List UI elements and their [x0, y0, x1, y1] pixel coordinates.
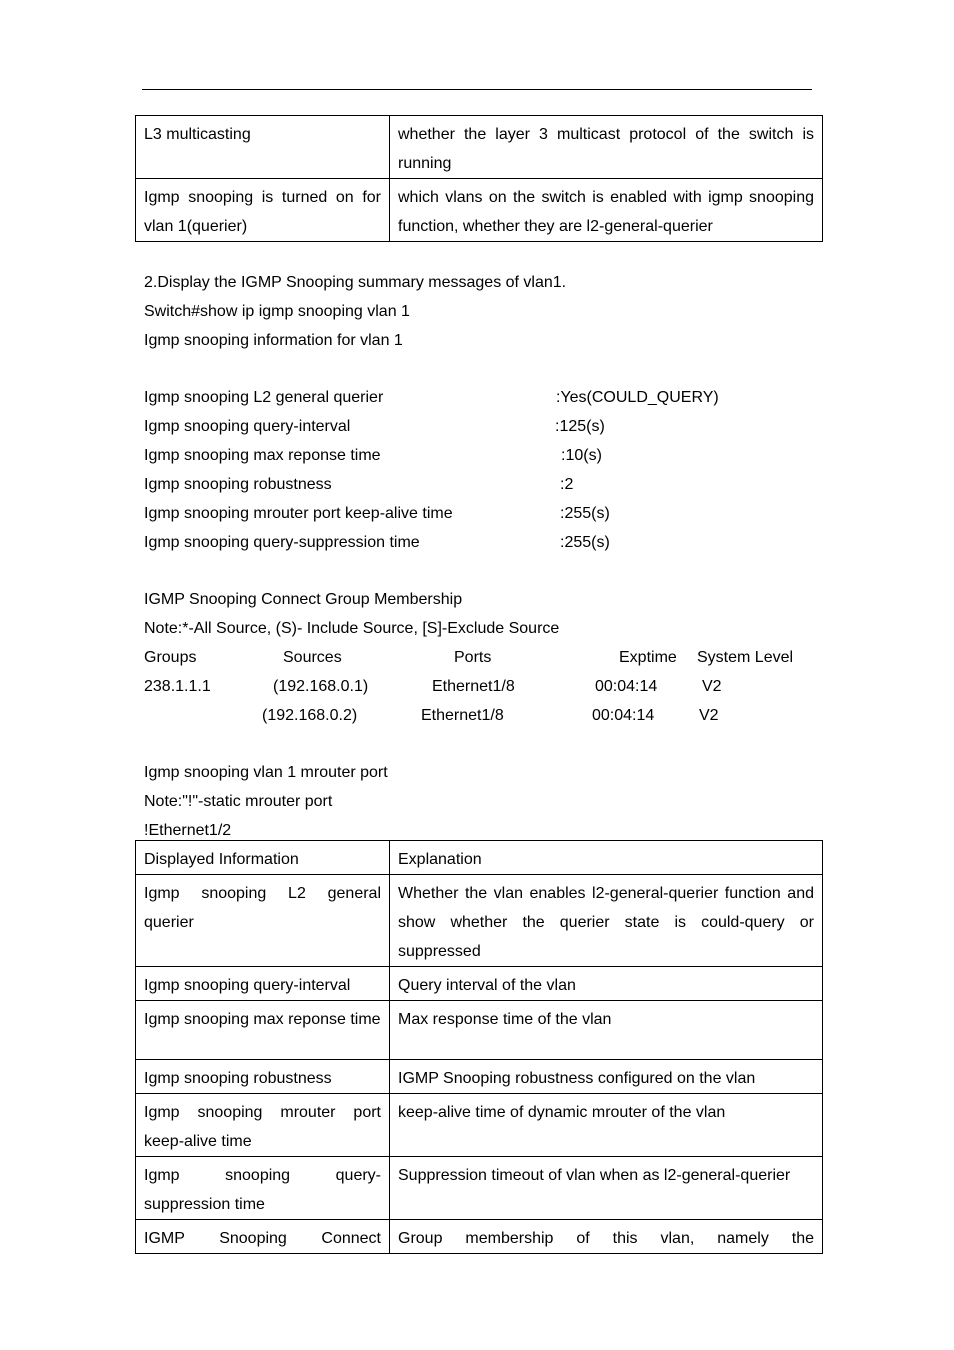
setting-value: :255(s) — [560, 534, 610, 551]
header-rule — [142, 89, 812, 90]
info-cell: Igmp snooping L2 general querier — [136, 875, 390, 967]
info-cell: Igmp snooping query-suppression time — [136, 1157, 390, 1220]
table-row — [136, 875, 823, 967]
table-row — [136, 116, 823, 179]
explanation-cell: Whether the vlan enables l2-general-querier function and show whether the querier state is could-query or suppressed — [390, 875, 823, 967]
setting-label: Igmp snooping max reponse time — [144, 447, 381, 464]
setting-label: Igmp snooping mrouter port keep-alive time — [144, 505, 453, 522]
info-cell: Igmp snooping mrouter port keep-alive time — [136, 1094, 390, 1157]
setting-value: :125(s) — [555, 418, 605, 435]
explanation-cell: keep-alive time of dynamic mrouter of the vlan — [390, 1094, 823, 1157]
setting-value: :10(s) — [561, 447, 602, 464]
explanation-cell: whether the layer 3 multicast protocol of the switch is running — [390, 116, 823, 179]
col-header-exptime: Exptime — [619, 649, 677, 666]
setting-label: Igmp snooping robustness — [144, 476, 332, 493]
table-row — [136, 1220, 823, 1254]
command-line: Switch#show ip igmp snooping vlan 1 — [144, 303, 410, 320]
table-row — [136, 1157, 823, 1220]
membership-port: Ethernet1/8 — [432, 678, 515, 695]
setting-value: :Yes(COULD_QUERY) — [556, 389, 719, 406]
explanation-cell: Max response time of the vlan — [390, 1001, 823, 1060]
explanation-cell: Suppression timeout of vlan when as l2-general-querier — [390, 1157, 823, 1220]
info-cell: Igmp snooping is turned on for vlan 1(querier) — [136, 179, 390, 242]
table-row — [136, 1060, 823, 1094]
membership-source: (192.168.0.2) — [262, 707, 358, 724]
explanation-cell: Group membership of this vlan, namely the — [390, 1220, 823, 1254]
membership-level: V2 — [699, 707, 719, 724]
membership-note: Note:*-All Source, (S)- Include Source, [S]-Exclude Source — [144, 620, 560, 637]
section-heading: 2.Display the IGMP Snooping summary messages of vlan1. — [144, 274, 567, 291]
table-row — [136, 967, 823, 1001]
membership-exptime: 00:04:14 — [595, 678, 658, 695]
setting-value: :2 — [560, 476, 574, 493]
col-header-groups: Groups — [144, 649, 197, 666]
setting-label: Igmp snooping query-interval — [144, 418, 351, 435]
table-row — [136, 1001, 823, 1060]
info-cell: Igmp snooping query-interval — [136, 967, 390, 1001]
top-info-table — [135, 115, 823, 242]
info-cell: Igmp snooping max reponse time — [136, 1001, 390, 1060]
info-line: Igmp snooping information for vlan 1 — [144, 332, 403, 349]
col-header-level: System Level — [697, 649, 794, 666]
info-cell: Igmp snooping robustness — [136, 1060, 390, 1094]
membership-level: V2 — [702, 678, 722, 695]
setting-label: Igmp snooping L2 general querier — [144, 389, 384, 406]
col-header-ports: Ports — [454, 649, 492, 666]
mrouter-port: !Ethernet1/2 — [144, 822, 232, 839]
membership-source: (192.168.0.1) — [273, 678, 369, 695]
table-row — [136, 179, 823, 242]
setting-value: :255(s) — [560, 505, 610, 522]
col-header-sources: Sources — [283, 649, 342, 666]
mrouter-note: Note:"!"-static mrouter port — [144, 793, 333, 810]
header-info-cell: Displayed Information — [136, 841, 390, 875]
explanation-cell: Query interval of the vlan — [390, 967, 823, 1001]
membership-title: IGMP Snooping Connect Group Membership — [144, 591, 463, 608]
header-explanation-cell: Explanation — [390, 841, 823, 875]
table-row — [136, 1094, 823, 1157]
mrouter-title: Igmp snooping vlan 1 mrouter port — [144, 764, 388, 781]
membership-port: Ethernet1/8 — [421, 707, 504, 724]
setting-label: Igmp snooping query-suppression time — [144, 534, 420, 551]
explanation-cell: which vlans on the switch is enabled with igmp snooping function, whether they are l2-general-querier — [390, 179, 823, 242]
info-cell: IGMP Snooping Connect — [136, 1220, 390, 1254]
membership-exptime: 00:04:14 — [592, 707, 655, 724]
info-cell: L3 multicasting — [136, 116, 390, 179]
table-header-row — [136, 841, 823, 875]
membership-group: 238.1.1.1 — [144, 678, 211, 695]
explanation-cell: IGMP Snooping robustness configured on the vlan — [390, 1060, 823, 1094]
displayed-info-table — [135, 840, 823, 1254]
